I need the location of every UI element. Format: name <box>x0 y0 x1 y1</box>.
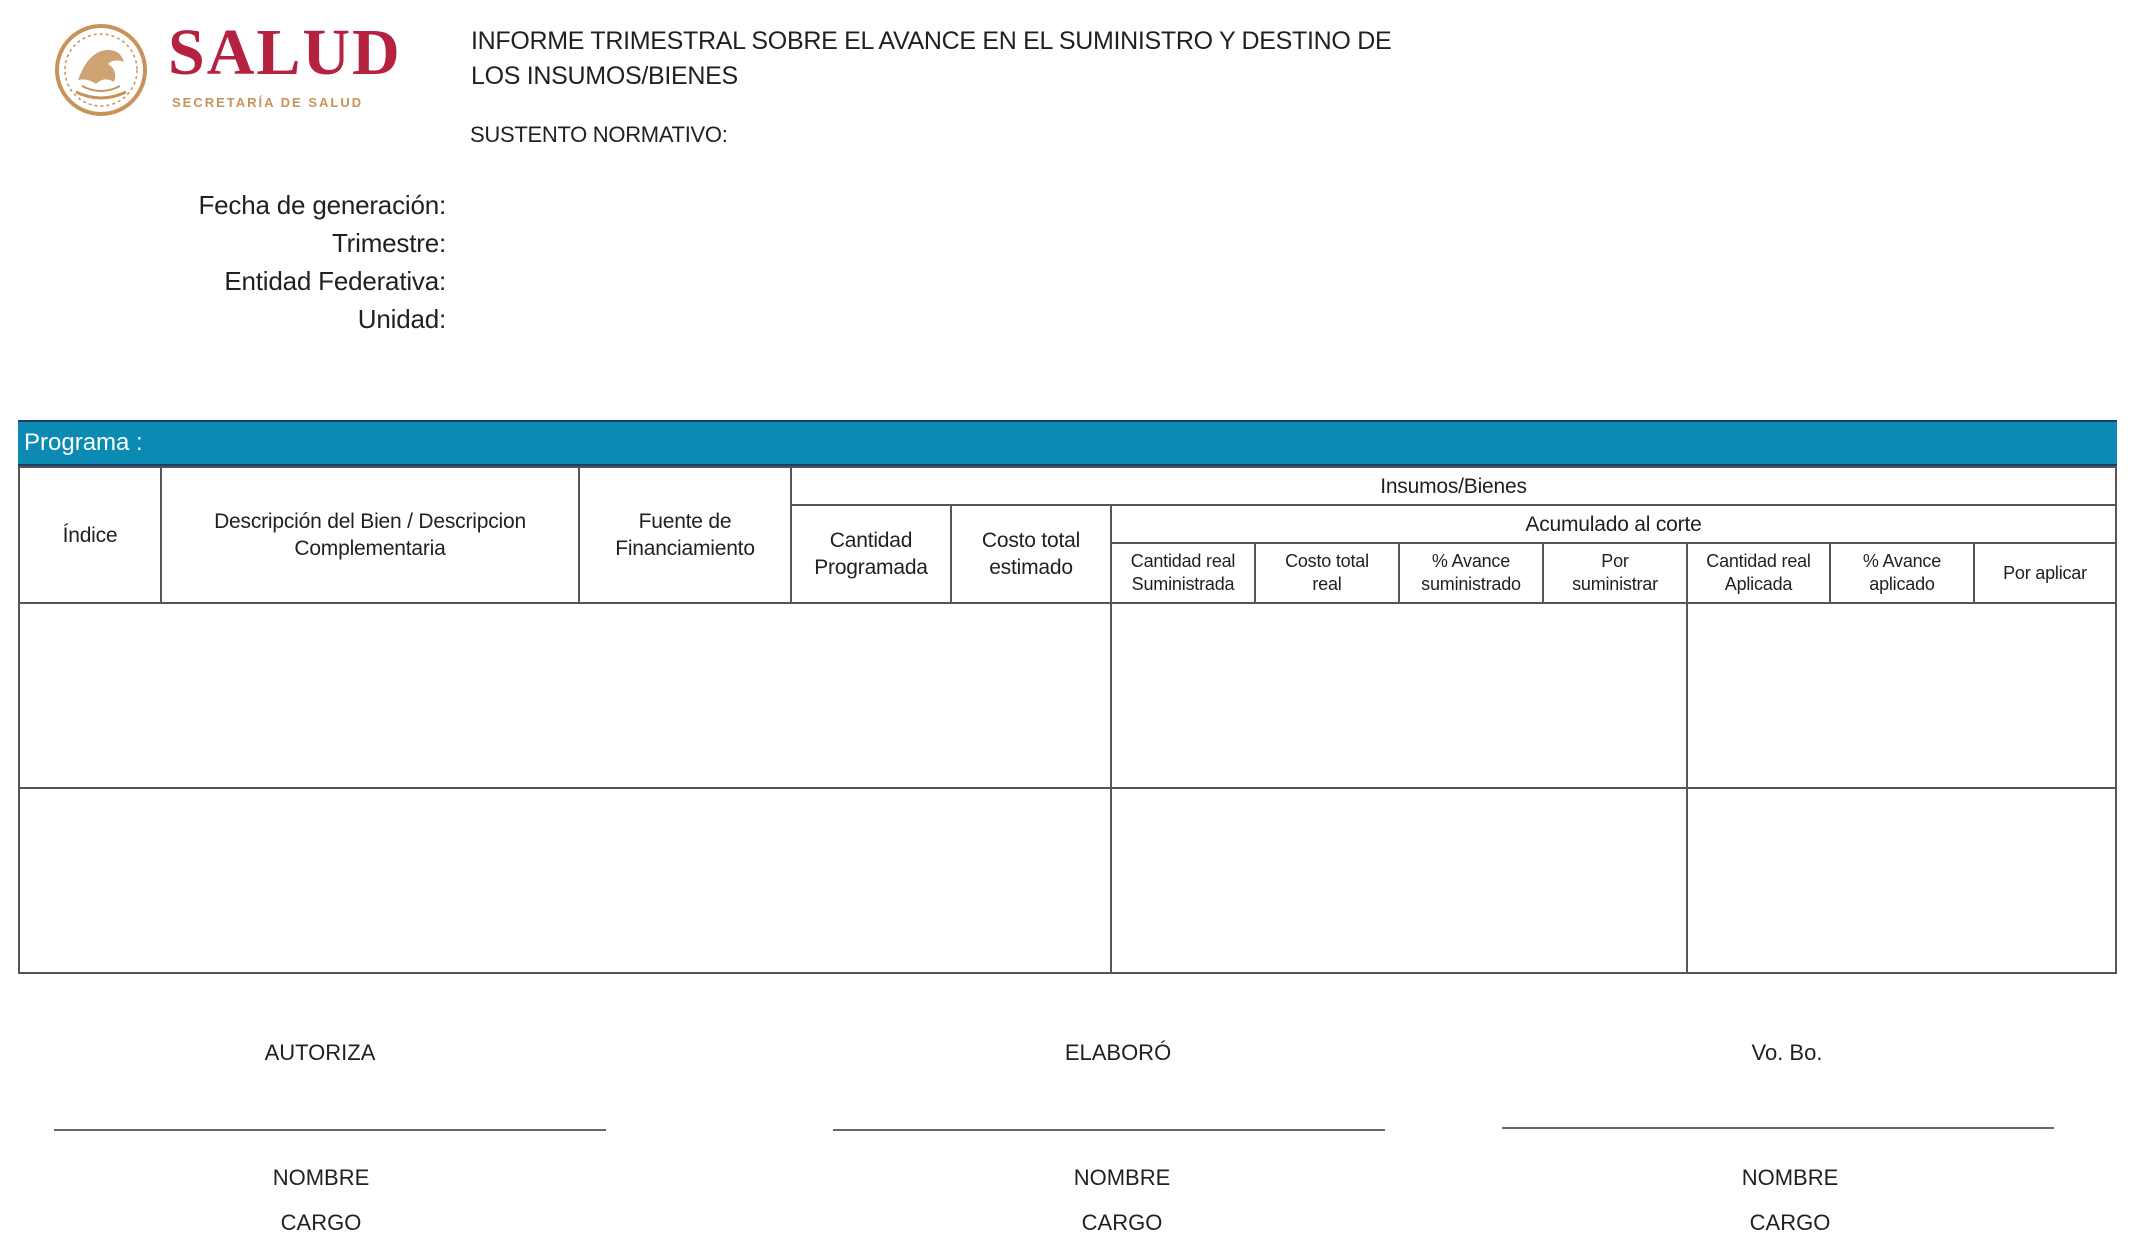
table-row[interactable] <box>20 789 2115 972</box>
federal-entity-label: Entidad Federativa: <box>224 266 446 296</box>
prepared-role-label: ELABORÓ <box>1064 1040 1172 1065</box>
col-real-qty-applied-header: Cantidad real Aplicada <box>1706 551 1811 594</box>
col-real-qty-supplied-header: Cantidad real Suministrada <box>1130 551 1236 594</box>
col-index-header: Índice <box>62 523 118 547</box>
col-pct-supplied-header: % Avance suministrado <box>1421 551 1521 594</box>
signature-line <box>1502 1127 2054 1129</box>
brand-subtitle: SECRETARÍA DE SALUD <box>172 95 364 110</box>
approval-position-label: CARGO <box>1749 1210 1831 1235</box>
coat-of-arms-icon <box>48 22 154 118</box>
col-pct-applied-header: % Avance aplicado <box>1862 551 1942 594</box>
group-accumulated-header: Acumulado al corte <box>1525 512 1702 536</box>
unit-label: Unidad: <box>357 304 446 334</box>
program-bar <box>18 420 2117 466</box>
quarter-label: Trimestre: <box>331 228 446 258</box>
table-row[interactable] <box>20 604 2115 787</box>
col-estimated-cost-header: Costo total estimado <box>981 529 1081 579</box>
authorize-position-label: CARGO <box>280 1210 362 1235</box>
prepared-name-label: NOMBRE <box>1073 1165 1171 1190</box>
col-description-header: Descripción del Bien / Descripcion Complementaria <box>214 510 526 560</box>
authorize-role-label: AUTORIZA <box>264 1040 376 1065</box>
col-planned-quantity-header: Cantidad Programada <box>814 529 928 579</box>
brand-wordmark: SALUD <box>168 16 402 89</box>
signature-line <box>833 1129 1385 1131</box>
table-border-bottom <box>18 972 2117 974</box>
group-supplies-header: Insumos/Bienes <box>1380 474 1527 498</box>
authorize-name-label: NOMBRE <box>272 1165 370 1190</box>
approval-name-label: NOMBRE <box>1741 1165 1839 1190</box>
col-to-supply-header: Por suministrar <box>1572 551 1658 594</box>
approval-role-label: Vo. Bo. <box>1751 1040 1823 1065</box>
col-real-total-cost-header: Costo total real <box>1285 551 1369 594</box>
report-title: INFORME TRIMESTRAL SOBRE EL AVANCE EN EL SUMINISTRO Y DESTINO DE LOS INSUMOS/BIENES <box>471 27 1392 90</box>
program-label: Programa : <box>24 429 143 456</box>
signature-line <box>54 1129 606 1131</box>
generation-date-label: Fecha de generación: <box>198 190 446 220</box>
prepared-position-label: CARGO <box>1081 1210 1163 1235</box>
col-to-apply-header: Por aplicar <box>2003 562 2087 583</box>
legal-basis-label: SUSTENTO NORMATIVO: <box>470 122 728 147</box>
table-border-right <box>2115 466 2117 974</box>
col-funding-source-header: Fuente de Financiamiento <box>615 510 755 560</box>
